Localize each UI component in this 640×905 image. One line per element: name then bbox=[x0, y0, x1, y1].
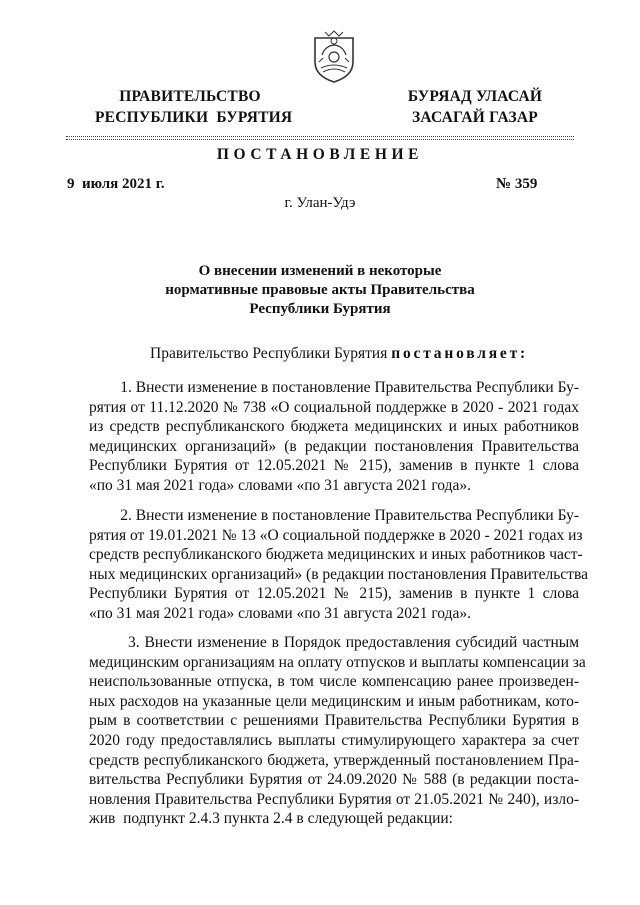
paragraph-line: 3. Внести изменение в Порядок предоставления субсидий частным bbox=[89, 634, 579, 651]
header-divider bbox=[66, 136, 574, 137]
paragraph-3 bbox=[89, 633, 586, 829]
issuer-line: БУРЯАД УЛАСАЙ bbox=[407, 88, 543, 105]
issuer-line: ЗАСАГАЙ ГАЗАР bbox=[412, 109, 538, 126]
issuer-name-buryat bbox=[395, 86, 555, 128]
paragraph-line: Республики Бурятия от 12.05.2021 № 215), заменив в пункте 1 слова bbox=[89, 457, 579, 475]
paragraph-line: ных медицинских организаций» (в редакции постановления Правительства bbox=[89, 565, 588, 583]
paragraph-line: Республики Бурятия от 12.05.2021 № 215), заменив в пункте 1 слова bbox=[89, 585, 579, 603]
paragraph-line: 1. Внести изменение в постановление Правительства Республики Бу- bbox=[89, 379, 579, 396]
paragraph-line: ных расходов на указанные цели медицинским и иным работникам, кото- bbox=[89, 692, 579, 710]
paragraph-line: средств республиканского бюджета, утвержденный постановлением Пра- bbox=[89, 751, 579, 769]
paragraph-line: неиспользованные отпуска, в том числе компенсацию ранее произведен- bbox=[89, 673, 579, 691]
title-line: Республики Бурятия bbox=[249, 301, 391, 317]
issuer-line: ПРАВИТЕЛЬСТВО bbox=[119, 88, 261, 105]
title-line: О внесении изменений в некоторые bbox=[198, 263, 442, 279]
coat-of-arms-icon bbox=[311, 28, 357, 84]
issuer-name-russian bbox=[95, 86, 293, 128]
document-date: 9 июля 2021 г. bbox=[67, 176, 165, 192]
paragraph-line: 2020 году предоставлялись выплаты стимулирующего характера за счет bbox=[89, 731, 579, 749]
preamble-verb: постановляет: bbox=[391, 345, 528, 362]
paragraph-line: «по 31 мая 2021 года» словами «по 31 августа 2021 года». bbox=[89, 604, 471, 622]
preamble bbox=[150, 345, 528, 363]
paragraph-line: жив подпункт 2.4.3 пункта 2.4 в следующей редакции: bbox=[89, 810, 453, 828]
document-city: г. Улан-Удэ bbox=[284, 195, 356, 211]
header-divider bbox=[66, 139, 574, 140]
paragraph-line: медицинских организаций» (в редакции постановления Правительства bbox=[89, 437, 579, 455]
paragraph-line: «по 31 мая 2021 года» словами «по 31 августа 2021 года». bbox=[89, 476, 471, 494]
document-number: № 359 bbox=[496, 176, 538, 192]
paragraph-1 bbox=[89, 378, 579, 496]
paragraph-line: новления Правительства Республики Бурятия от 21.05.2021 № 240), изло- bbox=[89, 790, 579, 808]
paragraph-line: 2. Внести изменение в постановление Правительства Республики Бу- bbox=[89, 507, 579, 524]
paragraph-line: рятия от 11.12.2020 № 738 «О социальной поддержке в 2020 - 2021 годах bbox=[89, 398, 579, 416]
paragraph-line: средств республиканского бюджета медицинских и иных работников част- bbox=[89, 546, 583, 564]
issuer-line: РЕСПУБЛИКИ БУРЯТИЯ bbox=[95, 109, 293, 126]
paragraph-line: рятия от 19.01.2021 № 13 «О социальной поддержке в 2020 - 2021 годах из bbox=[89, 526, 583, 544]
preamble-text: Правительство Республики Бурятия bbox=[150, 345, 392, 362]
document-type: ПОСТАНОВЛЕНИЕ bbox=[216, 146, 424, 163]
paragraph-line: медицинским организациям на оплату отпусков и выплаты компенсации за bbox=[89, 653, 586, 671]
paragraph-line: вительства Республики Бурятия от 24.09.2020 № 588 (в редакции поста- bbox=[89, 771, 579, 789]
document-title bbox=[150, 262, 490, 319]
paragraph-line: рым в соответствии с решениями Правительства Республики Бурятия в bbox=[89, 712, 579, 730]
title-line: нормативные правовые акты Правительства bbox=[165, 282, 475, 298]
paragraph-2 bbox=[89, 506, 588, 624]
paragraph-line: из средств республиканского бюджета медицинских и иных работников bbox=[89, 418, 579, 436]
